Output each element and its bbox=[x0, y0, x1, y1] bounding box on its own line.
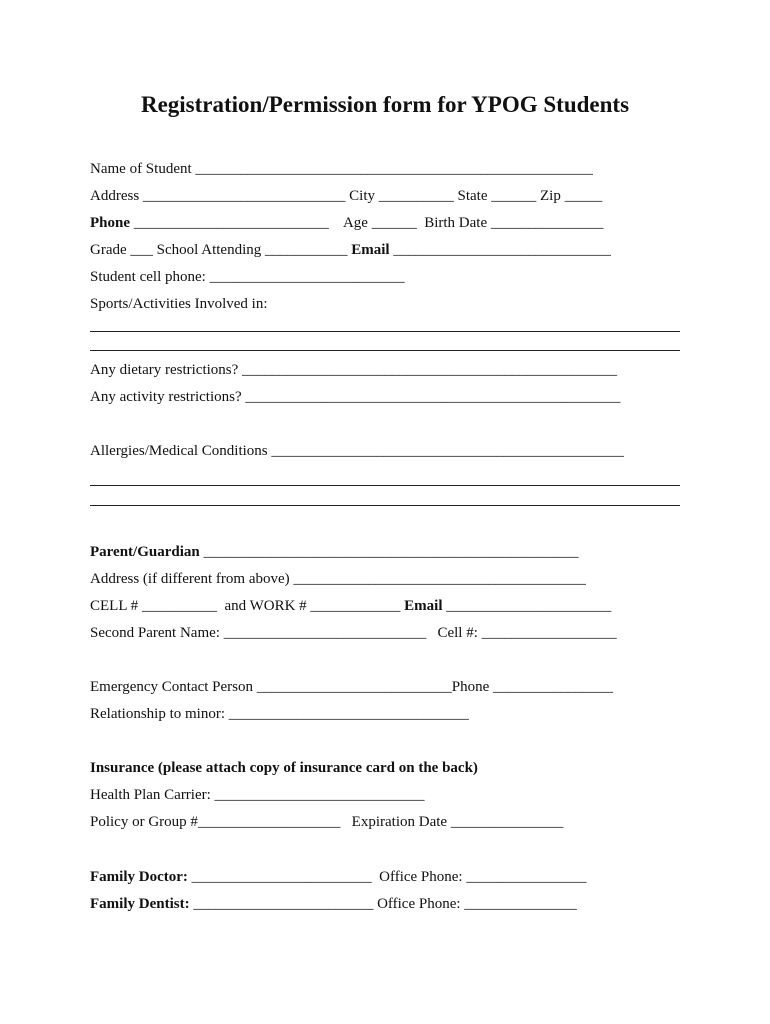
dietary-row bbox=[90, 361, 690, 379]
parent-email-label: Email bbox=[404, 598, 443, 614]
second-cell-blank[interactable]: __________________ bbox=[481, 625, 617, 641]
dentist-phone-blank[interactable]: _______________ bbox=[464, 896, 577, 912]
age-label: Age bbox=[342, 215, 368, 231]
state-label: State bbox=[457, 188, 488, 204]
carrier-label: Health Plan Carrier: bbox=[90, 787, 211, 803]
policy-label: Policy or Group # bbox=[90, 814, 198, 830]
doctor-phone-blank[interactable]: ________________ bbox=[466, 869, 587, 885]
parent-address-label: Address (if different from above) bbox=[90, 571, 290, 587]
doctor-label: Family Doctor: bbox=[90, 869, 188, 885]
dietary-label: Any dietary restrictions? bbox=[90, 362, 239, 378]
parent-address-blank[interactable]: _______________________________________ bbox=[293, 571, 586, 587]
student-name-blank[interactable]: _____________________________________________________ bbox=[195, 161, 593, 177]
dentist-blank[interactable]: ________________________ bbox=[193, 896, 374, 912]
allergies-line-1[interactable] bbox=[90, 485, 680, 486]
sports-line-1[interactable] bbox=[90, 331, 680, 332]
emergency-phone-label: Phone bbox=[451, 679, 490, 695]
insurance-heading: Insurance (please attach copy of insurance card on the back) bbox=[90, 760, 478, 776]
parent-work-label: and WORK # bbox=[224, 598, 307, 614]
relationship-row bbox=[90, 705, 690, 723]
form-title: Registration/Permission form for YPOG Students bbox=[140, 92, 630, 117]
student-cell-label: Student cell phone: bbox=[90, 269, 206, 285]
parent-email-blank[interactable]: ______________________ bbox=[446, 598, 612, 614]
age-blank[interactable]: ______ bbox=[371, 215, 417, 231]
student-cell-blank[interactable]: __________________________ bbox=[209, 269, 405, 285]
activity-blank[interactable]: __________________________________________________ bbox=[245, 389, 621, 405]
dentist-phone-label: Office Phone: bbox=[377, 896, 461, 912]
phone-row bbox=[90, 214, 690, 232]
activity-label: Any activity restrictions? bbox=[90, 389, 242, 405]
student-email-label: Email bbox=[351, 242, 390, 258]
birth-date-blank[interactable]: _______________ bbox=[490, 215, 604, 231]
allergies-label: Allergies/Medical Conditions bbox=[90, 443, 268, 459]
student-email-blank[interactable]: _____________________________ bbox=[393, 242, 611, 258]
allergies-row bbox=[90, 442, 690, 460]
birth-date-label: Birth Date bbox=[424, 215, 488, 231]
state-blank[interactable]: ______ bbox=[491, 188, 537, 204]
city-blank[interactable]: __________ bbox=[378, 188, 454, 204]
parent-address-row bbox=[90, 570, 690, 588]
school-label: School Attending bbox=[156, 242, 262, 258]
allergies-line-2[interactable] bbox=[90, 505, 680, 506]
grade-label: Grade bbox=[90, 242, 127, 258]
sports-label: Sports/Activities Involved in: bbox=[90, 296, 268, 312]
emergency-phone-blank[interactable]: ________________ bbox=[493, 679, 614, 695]
second-parent-blank[interactable]: ___________________________ bbox=[223, 625, 427, 641]
parent-work-blank[interactable]: ____________ bbox=[310, 598, 401, 614]
expiration-label: Expiration Date bbox=[351, 814, 448, 830]
activity-row bbox=[90, 388, 690, 406]
allergies-blank[interactable]: _______________________________________________ bbox=[271, 443, 624, 459]
carrier-blank[interactable]: ____________________________ bbox=[214, 787, 425, 803]
dentist-label: Family Dentist: bbox=[90, 896, 190, 912]
second-parent-label: Second Parent Name: bbox=[90, 625, 220, 641]
grade-blank[interactable]: ___ bbox=[130, 242, 153, 258]
doctor-blank[interactable]: ________________________ bbox=[191, 869, 372, 885]
carrier-row bbox=[90, 786, 690, 804]
zip-label: Zip bbox=[540, 188, 561, 204]
address-blank[interactable]: ___________________________ bbox=[142, 188, 346, 204]
relationship-blank[interactable]: ________________________________ bbox=[228, 706, 469, 722]
city-label: City bbox=[349, 188, 376, 204]
emergency-row bbox=[90, 678, 690, 696]
emergency-contact-label: Emergency Contact Person bbox=[90, 679, 254, 695]
second-parent-row bbox=[90, 624, 690, 642]
dietary-blank[interactable]: __________________________________________________ bbox=[242, 362, 618, 378]
doctor-row bbox=[90, 868, 690, 886]
policy-blank[interactable]: ___________________ bbox=[197, 814, 341, 830]
sports-line-2[interactable] bbox=[90, 350, 680, 351]
student-name-label: Name of Student bbox=[90, 161, 192, 177]
guardian-label: Parent/Guardian bbox=[90, 544, 200, 560]
address-label: Address bbox=[90, 188, 140, 204]
address-row bbox=[90, 187, 690, 205]
student-cell-row bbox=[90, 268, 690, 286]
parent-cell-blank[interactable]: __________ bbox=[141, 598, 217, 614]
policy-row bbox=[90, 813, 690, 831]
phone-label: Phone bbox=[90, 215, 131, 231]
school-blank[interactable]: ___________ bbox=[265, 242, 348, 258]
emergency-contact-blank[interactable]: __________________________ bbox=[256, 679, 452, 695]
relationship-label: Relationship to minor: bbox=[90, 706, 225, 722]
dentist-row bbox=[90, 895, 690, 913]
sports-row bbox=[90, 295, 690, 313]
doctor-phone-label: Office Phone: bbox=[379, 869, 463, 885]
guardian-row bbox=[90, 543, 690, 561]
expiration-blank[interactable]: _______________ bbox=[450, 814, 564, 830]
guardian-blank[interactable]: __________________________________________________ bbox=[203, 544, 579, 560]
grade-row bbox=[90, 241, 690, 259]
student-name-row bbox=[90, 160, 690, 178]
phone-blank[interactable]: __________________________ bbox=[133, 215, 329, 231]
parent-contact-row bbox=[90, 597, 690, 615]
zip-blank[interactable]: _____ bbox=[564, 188, 603, 204]
second-cell-label: Cell #: bbox=[437, 625, 478, 641]
parent-cell-label: CELL # bbox=[90, 598, 139, 614]
